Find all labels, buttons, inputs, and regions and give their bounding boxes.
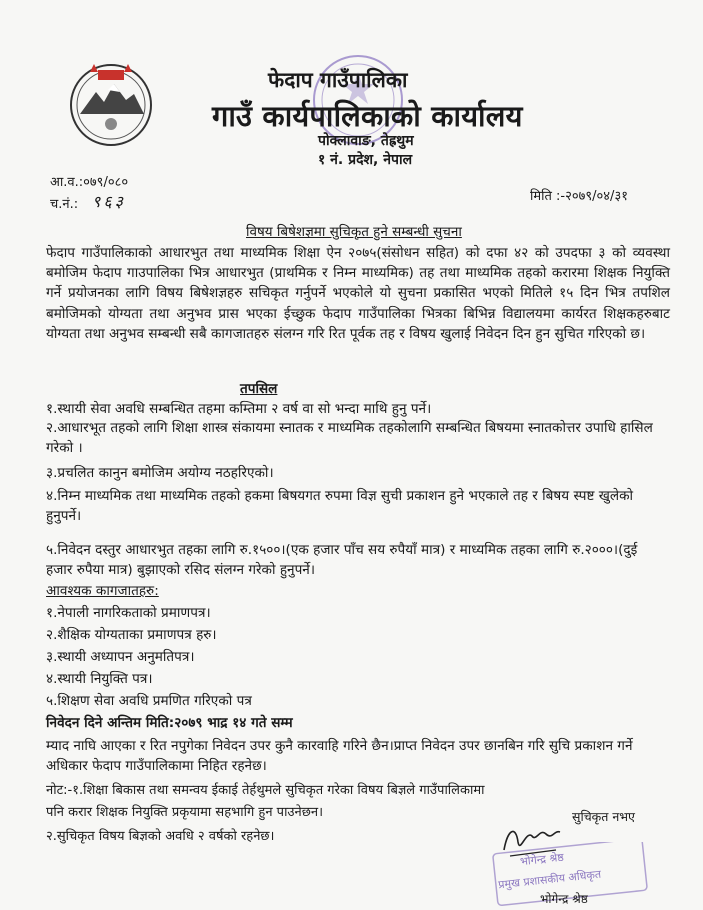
documents-heading: आवश्यक कागजातहरु: (46, 583, 159, 599)
letter-date: मिति :-२०७९/०४/३१ (530, 189, 628, 204)
municipality-name: फेदाप गाउँपालिका (268, 68, 408, 92)
tapsil-item: ४.निम्न माध्यमिक तथा माध्यमिक तहको हकमा बिषयगत रुपमा विज्ञ सुची प्रकाशन हुने भएकाले तह र बिषय स्पष्ट खुलेको हुनुपर्ने। (46, 488, 634, 524)
stamp-name: भोगेन्द्र श्रेष्ठ (519, 850, 565, 869)
notice-body: फेदाप गाउँपालिकाको आधारभुत तथा माध्यमिक शिक्षा ऐन २०७५(संसोधन सहित) को दफा ४२ को उपदफा ३ को व्यवस्था बमोजिम फेदाप गाउपालिका भित्र आधारभुत (प्राथमिक र निम्न माध्यमिक) तह तथा माध्यमिक तहको करारमा शिक्षक नियुक्ति गर्ने प्रयोजनका लागि विषय बिषेशज्ञहरु सचिकृत गर्नुपर्ने भएकोले यो सुचना प्रकासित भएको मितिले १५ दिन भित्र तपशिल बमोजिमको योग्यता तथा अनुभव प्रास भएका ईच्छुक फेदाप गाउँपालिका भित्रका बिभिन्न विद्यालयमा कार्यरत शिक्षकहरुबाट योग्यता तथा अनुभव सम्बन्धी सबै कागजातहरु संलग्न गरि रित पूर्वक तह र विषय खुलाई निवेदन दिन हुन सुचित गरिएको छ। (46, 245, 670, 342)
province-label: १ नं. प्रदेश, नेपाल (318, 152, 413, 168)
tapsil-item: ३.प्रचलित कानुन बमोजिम अयोग्य नठहरिएको। (46, 465, 274, 481)
note-right: सुचिकृत नभए (572, 809, 635, 824)
government-emblem-icon (68, 62, 154, 148)
document-item: ३.स्थायी अध्यापन अनुमतिपत्र। (46, 649, 195, 665)
tapsil-item: ५.निवेदन दस्तुर आधारभुत तहका लागि रु.१५००।(एक हजार पाँच सय रुपैयाँ मात्र) र माध्यमिक तहका लागि रु.२०००।(दुई हजार रुपैया मात्र) बुझाएको रसिद संलग्न गरेको हुनुपर्ने। (46, 542, 638, 578)
document-item: ५.शिक्षण सेवा अवधि प्रमणित गरिएको पत्र (46, 693, 252, 709)
office-title: गाउँ कार्यपालिकाको कार्यालय (212, 99, 523, 133)
reference-label: च.नं.: (50, 197, 79, 212)
note-line: २.सुचिकृत विषय बिज्ञको अवधि २ वर्षको रहनेछ। (46, 829, 275, 844)
application-deadline: निवेदन दिने अन्तिम मिति:२०७९ भाद्र १४ गते सम्म (46, 715, 293, 731)
signatory-name: भोगेन्द्र श्रेष्ठ (540, 892, 588, 906)
stamp-designation: प्रमुख प्रशासकीय अधिकृत (497, 867, 602, 892)
document-item: ४.स्थायी नियुक्ति पत्र। (46, 671, 153, 687)
document-item: १.नेपाली नागरिकताको प्रमाणपत्र। (46, 605, 211, 621)
fiscal-year: आ.व.:०७९/०८० (50, 175, 129, 190)
reference-number: ९६३ (92, 192, 126, 211)
tapsil-item: २.आधारभूत तहको लागि शिक्षा शास्त्र संकायमा स्नातक र माध्यमिक तहकोलागि सम्बन्धित बिषयमा स्नातकोत्तर उपाधि हासिल गरेको । (46, 420, 653, 456)
document-item: २.शैक्षिक योग्यताका प्रमाणपत्र हरु। (46, 627, 217, 643)
notice-subject: विषय बिषेशज्ञमा सुचिकृत हुने सम्बन्धी सुचना (246, 224, 462, 240)
office-location: पोक्लावाङ, तेह्रथुम (318, 133, 414, 149)
tapsil-heading: तपसिल (240, 381, 278, 397)
note-line: पनि करार शिक्षक नियुक्ति प्रकृयामा सहभागि हुन पाउनेछन। (46, 805, 324, 820)
note-line: नोट:-१.शिक्षा बिकास तथा समन्वय ईकाई तेर्हथुमले सुचिकृत गरेका विषय बिज्ञले गाउँपालिकामा (46, 783, 485, 798)
tapsil-item: १.स्थायी सेवा अवधि सम्बन्धित तहमा कम्तिमा २ वर्ष वा सो भन्दा माथि हुनु पर्ने। (46, 401, 432, 417)
closing-paragraph: म्याद नाघि आएका र रित नपुगेका निवेदन उपर कुनै कारवाहि गरिने छैन।प्राप्त निवेदन उपर छानबिन गरि सुचि प्रकाशन गर्ने अधिकार फेदाप गाउँपालिकामा निहित रहनेछ। (46, 738, 633, 774)
